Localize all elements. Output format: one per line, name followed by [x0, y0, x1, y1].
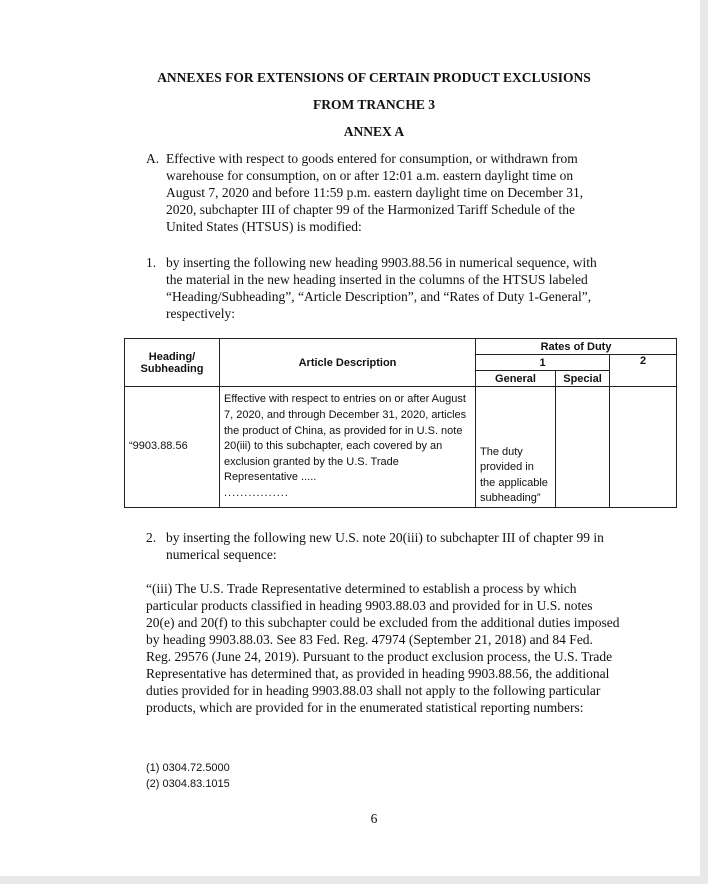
description-leader-dots: ................ [224, 486, 289, 499]
cell-special-rate [556, 387, 610, 508]
document-subtitle: FROM TRANCHE 3 [312, 97, 435, 112]
tariff-table [124, 338, 677, 508]
paragraph-a: Effective with respect to goods entered for consumption, or withdrawn from warehouse for consumption, on or after 12:01 a.m. eastern daylight time on August 7, 2020 and before 11:59 p.m. eastern daylight time on December 31, 2020, subchapter III of chapter 99 of the Harmonized Tariff Schedule of the United States (HTSUS) is modified: [166, 151, 584, 234]
statistical-number: (1) 0304.72.5000 [146, 762, 230, 774]
item-2-marker: 2. [146, 530, 157, 545]
column-header-rates-of-duty: Rates of Duty [476, 339, 677, 355]
us-note-20-iii: “(iii) The U.S. Trade Representative determined to establish a process by which particular products classified in heading 9903.88.03 and provided for in U.S. notes 20(e) and 20(f) to this subchapter could be excluded from the additional duties imposed by heading 9903.88.03. See 83 Fed. Reg. 47974 (September 21, 2018) and 84 Fed. Reg. 29576 (June 24, 2019). Pursuant to the product exclusion process, the U.S. Trade Representative has determined that, as provided in heading 9903.88.56, the additional duties provided for in heading 9903.88.03 shall not apply to the following particular products, which are provided for in the enumerated statistical reporting numbers: [146, 581, 620, 715]
cell-heading: “9903.88.56 [125, 387, 220, 508]
statistical-number: (2) 0304.83.1015 [146, 778, 230, 790]
column-header-article-description: Article Description [220, 339, 476, 387]
description-text: Effective with respect to entries on or after August 7, 2020, and through December 31, 2020, articles the product of China, as provided for in U.S. note 20(iii) to this subchapter, each covered by an exclusion granted by the U.S. Trade Representative ..... [224, 393, 467, 484]
column-header-general: General [476, 371, 556, 387]
cell-rate-2 [610, 387, 677, 508]
item-1-marker: 1. [146, 255, 157, 270]
page-edge-bottom [0, 876, 708, 884]
page-number: 6 [370, 811, 378, 826]
table-row [125, 387, 677, 508]
item-2: by inserting the following new U.S. note 20(iii) to subchapter III of chapter 99 in numerical sequence: [166, 530, 604, 562]
column-header-heading-subheading: Heading/ Subheading [125, 339, 220, 387]
paragraph-a-marker: A. [146, 151, 160, 166]
item-1: by inserting the following new heading 9903.88.56 in numerical sequence, with the material in the new heading inserted in the columns of the HTSUS labeled “Heading/Subheading”, “Article Description”, and “Rates of Duty 1-General”, respectively: [166, 255, 597, 321]
cell-description [220, 387, 476, 508]
document-title: ANNEXES FOR EXTENSIONS OF CERTAIN PRODUCT EXCLUSIONS [157, 70, 591, 85]
cell-general-rate: The duty provided in the applicable subheading” [476, 387, 556, 508]
column-header-special: Special [556, 371, 610, 387]
column-header-rate-1: 1 [476, 355, 610, 371]
column-header-rate-2: 2 [610, 355, 677, 387]
annex-heading: ANNEX A [343, 124, 405, 139]
